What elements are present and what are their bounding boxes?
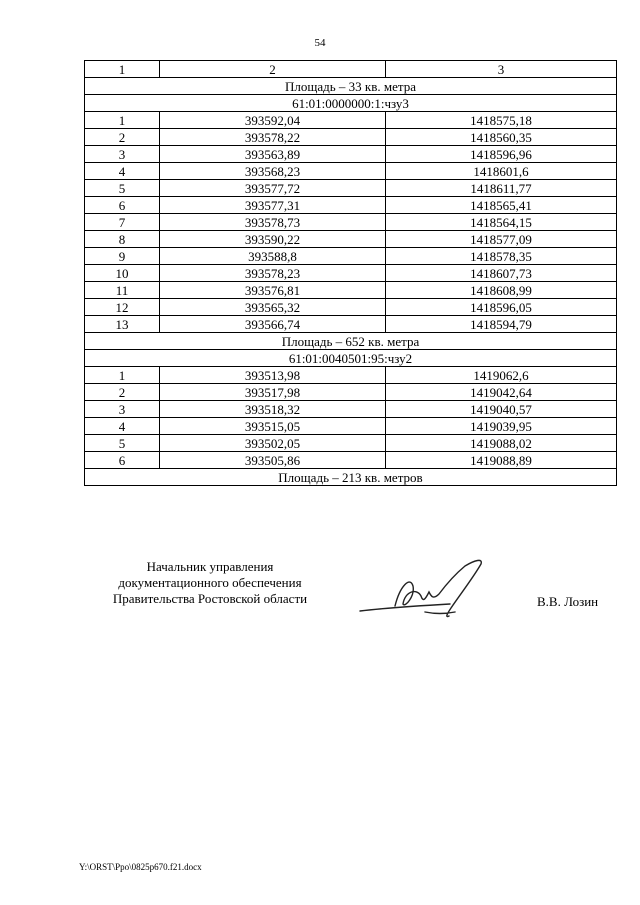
point-number: 3 — [85, 401, 160, 418]
point-number: 2 — [85, 384, 160, 401]
coordinate-y: 1419088,02 — [386, 435, 617, 452]
coordinate-x: 393513,98 — [160, 367, 386, 384]
coordinate-x: 393563,89 — [160, 146, 386, 163]
coordinate-y: 1418596,96 — [386, 146, 617, 163]
table-row — [85, 180, 617, 197]
coordinate-x: 393577,31 — [160, 197, 386, 214]
coordinate-y: 1418601,6 — [386, 163, 617, 180]
coordinate-x: 393505,86 — [160, 452, 386, 469]
page-number: 54 — [314, 37, 326, 49]
parcel-id-row — [85, 95, 617, 112]
signature-title-line: Правительства Ростовской области — [112, 591, 308, 606]
coordinate-y: 1419040,57 — [386, 401, 617, 418]
coordinate-y: 1419042,64 — [386, 384, 617, 401]
coordinates-table — [84, 60, 617, 486]
coordinate-x: 393568,23 — [160, 163, 386, 180]
point-number: 9 — [85, 248, 160, 265]
coordinate-y: 1418607,73 — [386, 265, 617, 282]
point-number: 11 — [85, 282, 160, 299]
table-row — [85, 367, 617, 384]
coordinate-y: 1418578,35 — [386, 248, 617, 265]
parcel-id: 61:01:0000000:1:чзу3 — [85, 95, 617, 112]
coordinate-y: 1418608,99 — [386, 282, 617, 299]
coordinate-y: 1418564,15 — [386, 214, 617, 231]
point-number: 1 — [85, 112, 160, 129]
parcel-id-row — [85, 350, 617, 367]
point-number: 8 — [85, 231, 160, 248]
point-number: 4 — [85, 418, 160, 435]
point-number: 12 — [85, 299, 160, 316]
point-number: 2 — [85, 129, 160, 146]
coordinate-x: 393590,22 — [160, 231, 386, 248]
table-row — [85, 384, 617, 401]
coordinate-y: 1419088,89 — [386, 452, 617, 469]
area-label-row — [85, 469, 617, 486]
table-row — [85, 129, 617, 146]
coordinate-x: 393578,73 — [160, 214, 386, 231]
column-header: 1 — [85, 61, 160, 78]
table-row — [85, 231, 617, 248]
point-number: 13 — [85, 316, 160, 333]
coordinate-x: 393517,98 — [160, 384, 386, 401]
area-label-row — [85, 78, 617, 95]
coordinate-y: 1419039,95 — [386, 418, 617, 435]
table-header-row — [85, 61, 617, 78]
column-header: 3 — [386, 61, 617, 78]
coordinate-y: 1418594,79 — [386, 316, 617, 333]
table-row — [85, 452, 617, 469]
table-row — [85, 282, 617, 299]
area-label-row — [85, 333, 617, 350]
coordinate-y: 1418596,05 — [386, 299, 617, 316]
point-number: 4 — [85, 163, 160, 180]
point-number: 1 — [85, 367, 160, 384]
coordinate-x: 393577,72 — [160, 180, 386, 197]
coordinate-y: 1418560,35 — [386, 129, 617, 146]
signature-title-line: документационного обеспечения — [118, 575, 302, 590]
table-row — [85, 163, 617, 180]
table-row — [85, 248, 617, 265]
column-header: 2 — [160, 61, 386, 78]
coordinate-x: 393566,74 — [160, 316, 386, 333]
table-row — [85, 418, 617, 435]
coordinate-y: 1418611,77 — [386, 180, 617, 197]
signer-name: В.В. Лозин — [537, 594, 599, 609]
table-row — [85, 112, 617, 129]
table-row — [85, 401, 617, 418]
point-number: 7 — [85, 214, 160, 231]
document-file-path: Y:\ORST\Ppo\0825p670.f21.docx — [79, 862, 202, 872]
handwritten-signature — [355, 556, 500, 626]
parcel-id: 61:01:0040501:95:чзу2 — [85, 350, 617, 367]
coordinate-y: 1419062,6 — [386, 367, 617, 384]
table-row — [85, 316, 617, 333]
area-label: Площадь – 652 кв. метра — [85, 333, 617, 350]
point-number: 5 — [85, 435, 160, 452]
point-number: 3 — [85, 146, 160, 163]
point-number: 10 — [85, 265, 160, 282]
coordinate-x: 393588,8 — [160, 248, 386, 265]
signature-title — [90, 559, 330, 607]
coordinate-x: 393578,23 — [160, 265, 386, 282]
area-label: Площадь – 33 кв. метра — [85, 78, 617, 95]
coordinate-x: 393592,04 — [160, 112, 386, 129]
table-row — [85, 146, 617, 163]
coordinate-y: 1418577,09 — [386, 231, 617, 248]
table-row — [85, 435, 617, 452]
table-row — [85, 265, 617, 282]
coordinate-x: 393515,05 — [160, 418, 386, 435]
table-row — [85, 197, 617, 214]
coordinate-x: 393518,32 — [160, 401, 386, 418]
area-label: Площадь – 213 кв. метров — [85, 469, 617, 486]
coordinate-x: 393502,05 — [160, 435, 386, 452]
signature-title-line: Начальник управления — [146, 559, 274, 574]
coordinate-x: 393565,32 — [160, 299, 386, 316]
point-number: 6 — [85, 197, 160, 214]
point-number: 6 — [85, 452, 160, 469]
coordinate-y: 1418575,18 — [386, 112, 617, 129]
point-number: 5 — [85, 180, 160, 197]
table-row — [85, 214, 617, 231]
coordinate-x: 393578,22 — [160, 129, 386, 146]
coordinate-x: 393576,81 — [160, 282, 386, 299]
table-row — [85, 299, 617, 316]
coordinate-y: 1418565,41 — [386, 197, 617, 214]
